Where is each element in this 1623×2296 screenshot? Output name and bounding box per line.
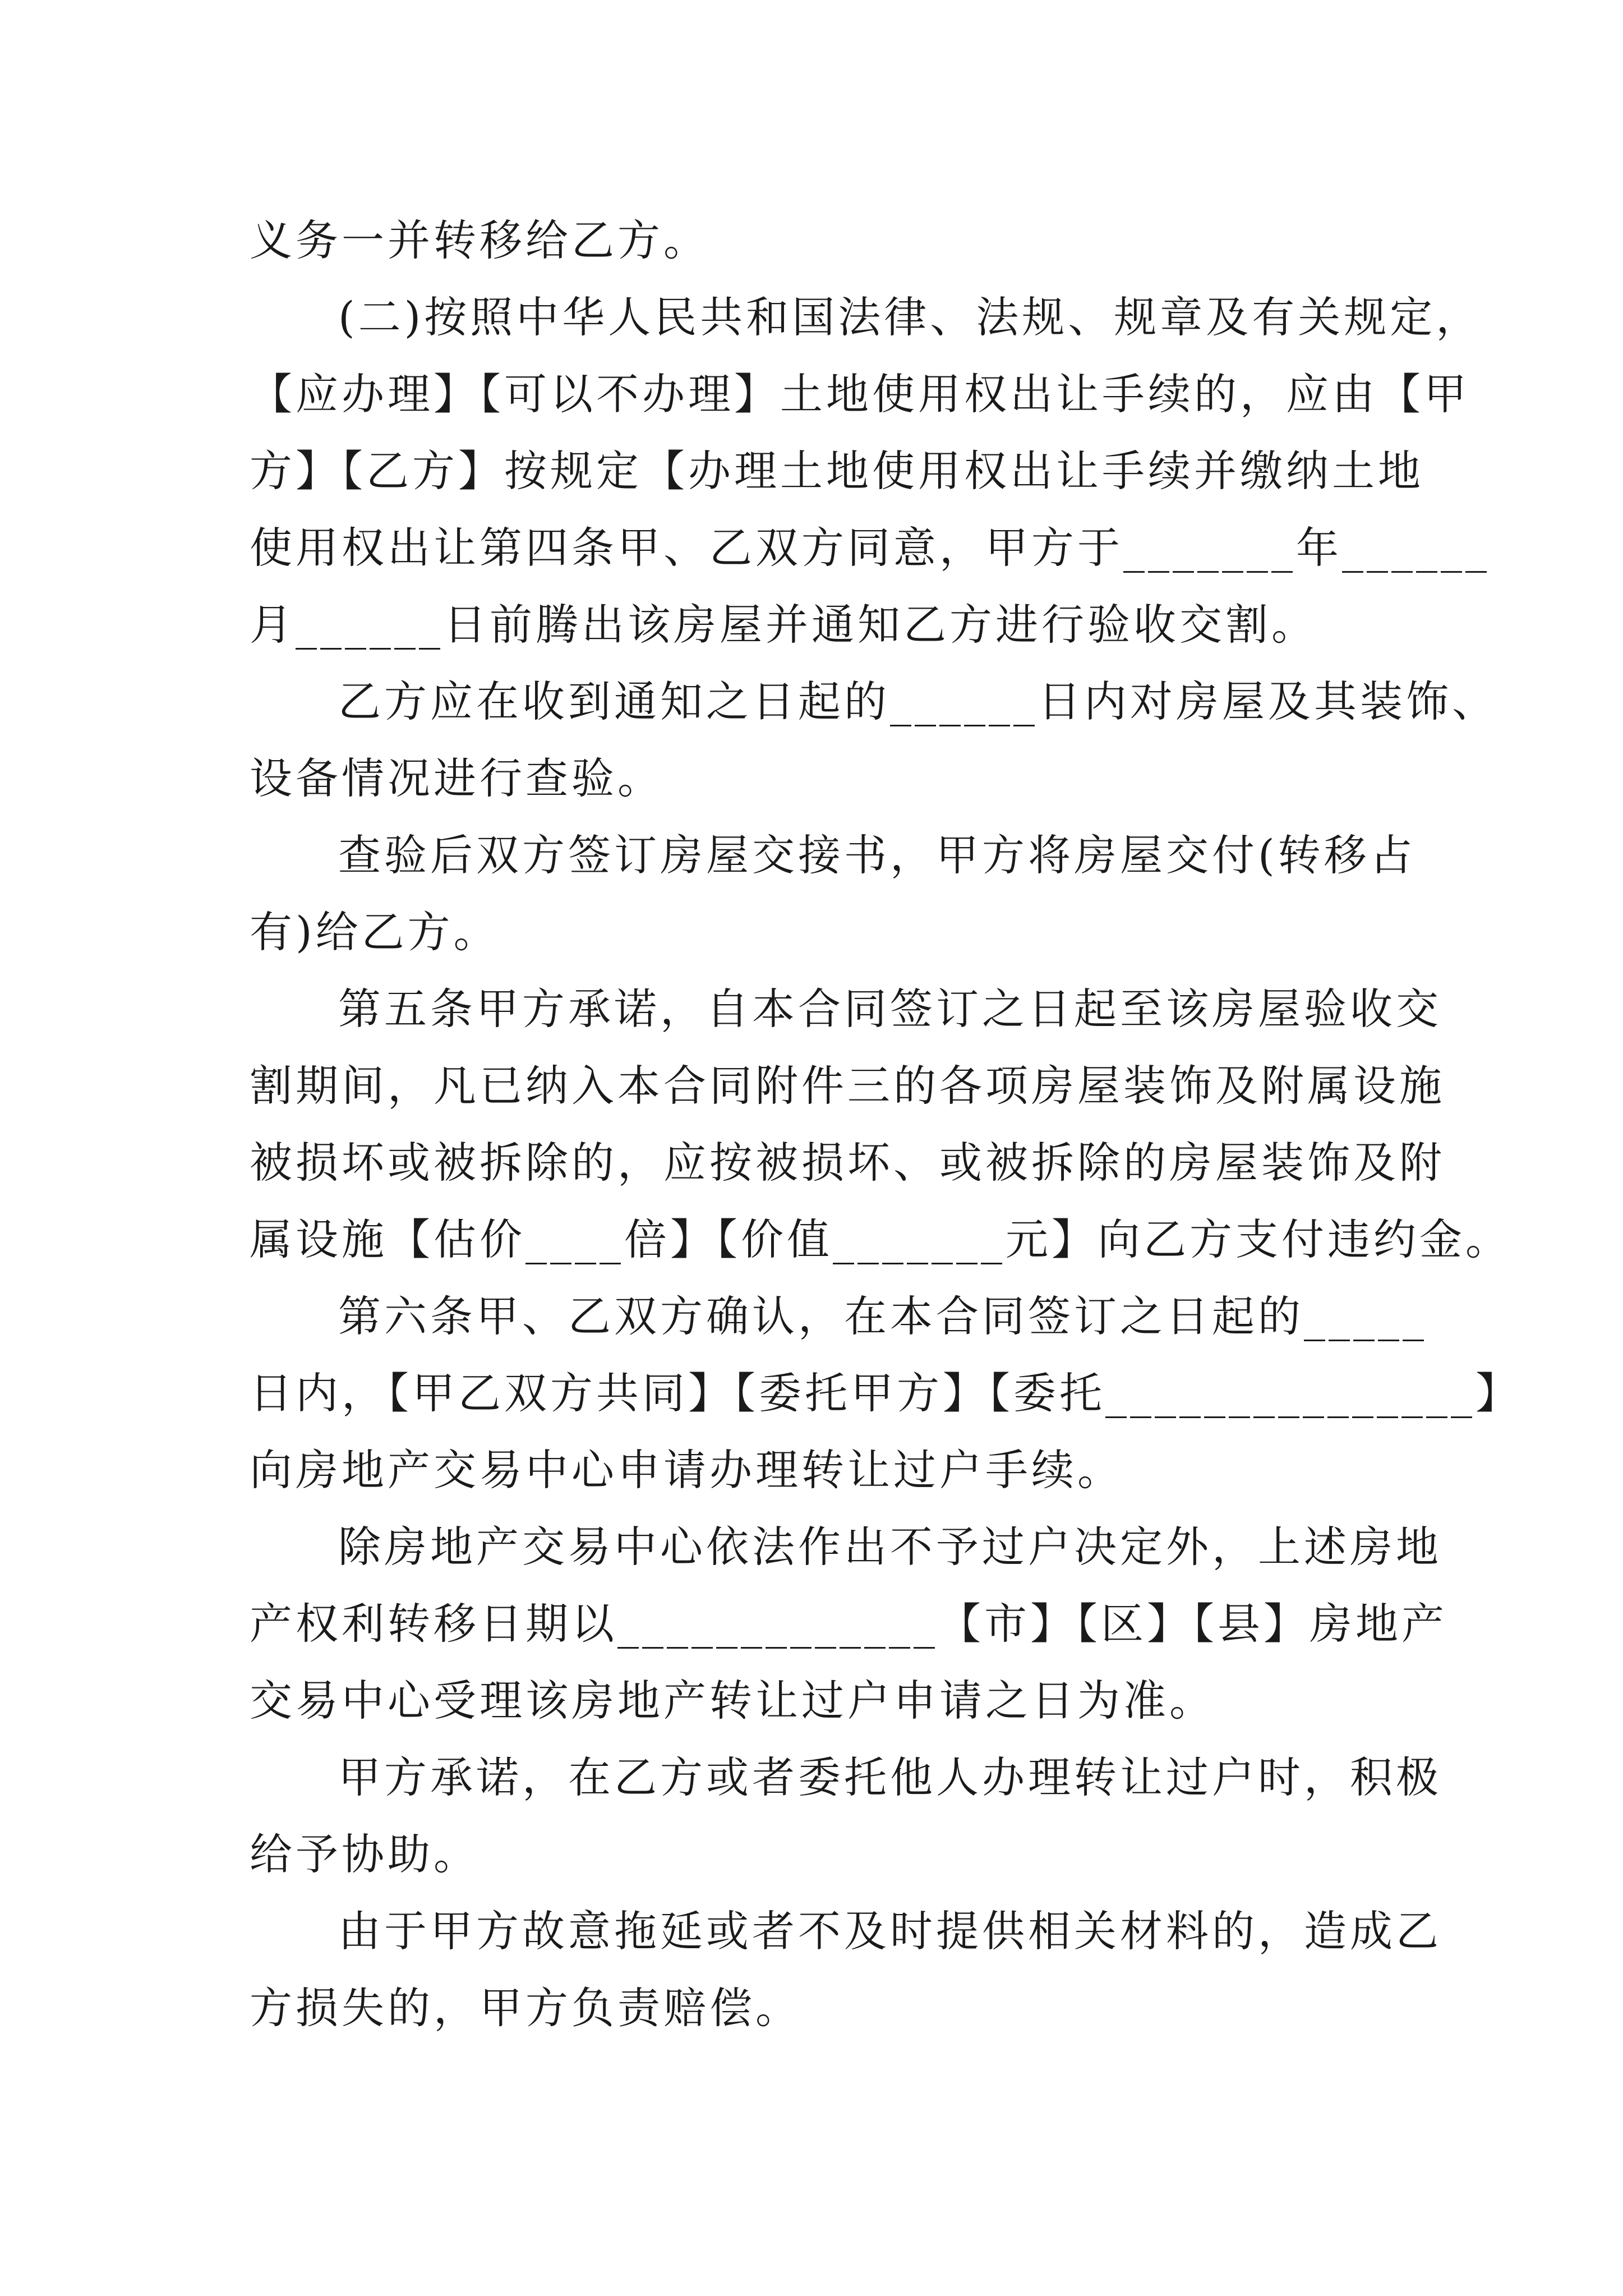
text-line: 甲方承诺，在乙方或者委托他人办理转让过户时，积极 <box>338 1752 1442 1802</box>
paragraph-land-use-rights <box>250 279 1490 663</box>
text-line: 第五条甲方承诺，自本合同签订之日起至该房屋验收交 <box>338 984 1442 1034</box>
paragraph-inspection-notice <box>250 663 1498 817</box>
text-line: 给予协助。 <box>250 1829 479 1879</box>
paragraph-obligation-transfer <box>250 202 1371 279</box>
text-line: 义务一并转移给乙方。 <box>250 215 709 265</box>
text-line: 设备情况进行查验。 <box>250 753 663 803</box>
text-line: 方损失的，甲方负责赔偿。 <box>250 1983 801 2033</box>
text-line: (二)按照中华人民共和国法律、法规、规章及有关规定， <box>338 292 1482 342</box>
paragraph-article-six <box>250 1278 1521 1508</box>
text-line: 被损坏或被拆除的，应按被损坏、或被拆除的房屋装饰及附 <box>250 1138 1445 1188</box>
text-line: 属设施【估价____倍】【价值_______元】向乙方支付违约金。 <box>250 1214 1511 1264</box>
paragraph-compensation <box>250 1893 1442 2046</box>
paragraph-handover <box>250 817 1416 970</box>
paragraph-article-five <box>250 970 1511 1278</box>
text-line: 乙方应在收到通知之日起的______日内对房屋及其装饰、 <box>338 677 1498 726</box>
document-body <box>250 202 1521 2046</box>
text-line: 有)给乙方。 <box>250 907 500 957</box>
text-line: 第六条甲、乙双方确认，在本合同签订之日起的_____ <box>338 1291 1427 1341</box>
text-line: 由于甲方故意拖延或者不及时提供相关材料的，造成乙 <box>338 1906 1442 1956</box>
text-line: 使用权出让第四条甲、乙双方同意，甲方于_______年______ <box>250 523 1490 573</box>
text-line: 割期间，凡已纳入本合同附件三的各项房屋装饰及附属设施 <box>250 1061 1445 1111</box>
text-line: 查验后双方签订房屋交接书，甲方将房屋交付(转移占 <box>338 830 1416 880</box>
paragraph-assistance-promise <box>250 1739 1442 1893</box>
text-line: 【应办理】【可以不办理】土地使用权出让手续的，应由【甲 <box>250 369 1470 419</box>
text-line: 产权利转移日期以_____________【市】【区】【县】房地产 <box>250 1599 1447 1649</box>
paragraph-transfer-date <box>250 1508 1447 1739</box>
text-line: 交易中心受理该房地产转让过户申请之日为准。 <box>250 1676 1215 1726</box>
text-line: 除房地产交易中心依法作出不予过户决定外，上述房地 <box>338 1522 1442 1572</box>
text-line: 日内，【甲乙双方共同】【委托甲方】【委托_______________】 <box>250 1368 1521 1418</box>
text-line: 向房地产交易中心申请办理转让过户手续。 <box>250 1445 1123 1495</box>
text-line: 方】【乙方】按规定【办理土地使用权出让手续并缴纳土地 <box>250 446 1424 496</box>
text-line: 月______日前腾出该房屋并通知乙方进行验收交割。 <box>250 600 1317 650</box>
